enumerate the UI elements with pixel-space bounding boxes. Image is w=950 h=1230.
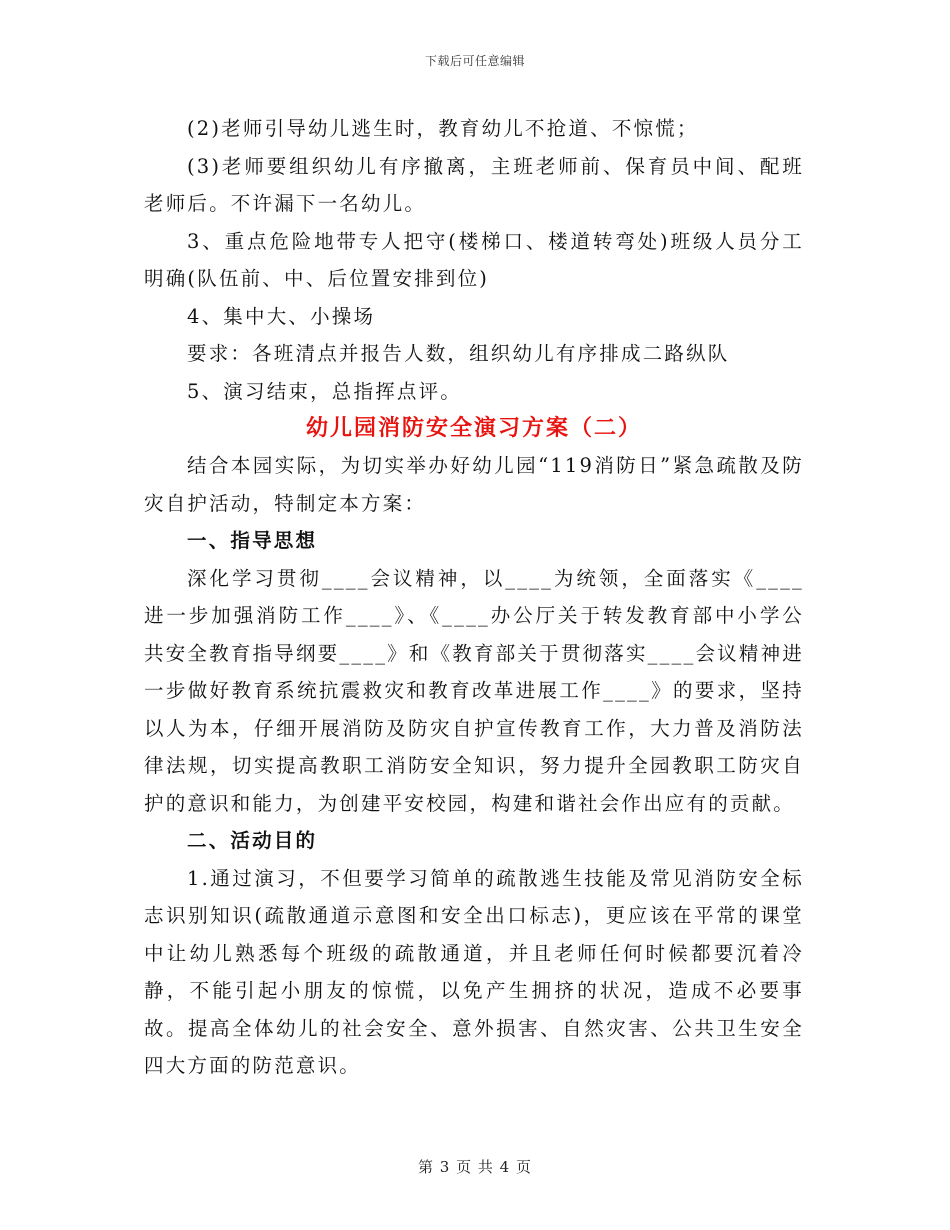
step-5-paragraph: 5、演习结束，总指挥点评。 bbox=[187, 379, 463, 403]
list-item-3: (3)老师要组织幼儿有序撤离，主班老师前、保育员中间、配班老师后。不许漏下一名幼儿。 bbox=[144, 154, 804, 215]
requirement-paragraph: 要求：各班清点并报告人数，组织幼儿有序排成二路纵队 bbox=[187, 342, 730, 365]
section-2-heading: 二、活动目的 bbox=[187, 829, 318, 852]
document-body bbox=[144, 110, 804, 1085]
list-item-2: (2)老师引导幼儿逃生时，教育幼儿不抢道、不惊慌； bbox=[187, 117, 699, 140]
step-3-paragraph: 3、重点危险地带专人把守(楼梯口、楼道转弯处)班级人员分工明确(队伍前、中、后位置安排到位) bbox=[144, 229, 804, 290]
section-2-body: 1.通过演习，不但要学习简单的疏散逃生技能及常见消防安全标志识别知识(疏散通道示意图和安全出口标志)，更应该在平常的课堂中让幼儿熟悉每个班级的疏散通道，并且老师任何时候都要沉着冷静，不能引起小朋友的惊慌，以免产生拥挤的状况，造成不必要事故。提高全体幼儿的社会安全、意外损害、自然灾害、公共卫生安全四大方面的防范意识。 bbox=[144, 866, 804, 1077]
page-header: 下载后可任意编辑 bbox=[424, 54, 525, 68]
section-title: 幼儿园消防安全演习方案（二） bbox=[305, 415, 642, 441]
intro-paragraph: 结合本园实际，为切实举办好幼儿园“119消防日”紧急疏散及防灾自护活动，特制定本方案： bbox=[144, 454, 804, 515]
section-1-heading: 一、指导思想 bbox=[187, 529, 318, 552]
section-1-body: 深化学习贯彻____会议精神，以____为统领，全面落实《____进一步加强消防工作____》、《____办公厅关于转发教育部中小学公共安全教育指导纲要____》和《教育部关于贯彻落实____会议精神进一步做好教育系统抗震救灾和教育改革进展工作____》的要求，坚持以人为本，仔细开展消防及防灾自护宣传教育工作，大力普及消防法律法规，切实提高教职工消防安全知识，努力提升全园教职工防灾自护的意识和能力，为创建平安校园，构建和谐社会作出应有的贡献。 bbox=[144, 566, 804, 815]
step-4-paragraph: 4、集中大、小操场 bbox=[187, 304, 376, 328]
page-footer: 第 3 页 共 4 页 bbox=[418, 1158, 532, 1176]
